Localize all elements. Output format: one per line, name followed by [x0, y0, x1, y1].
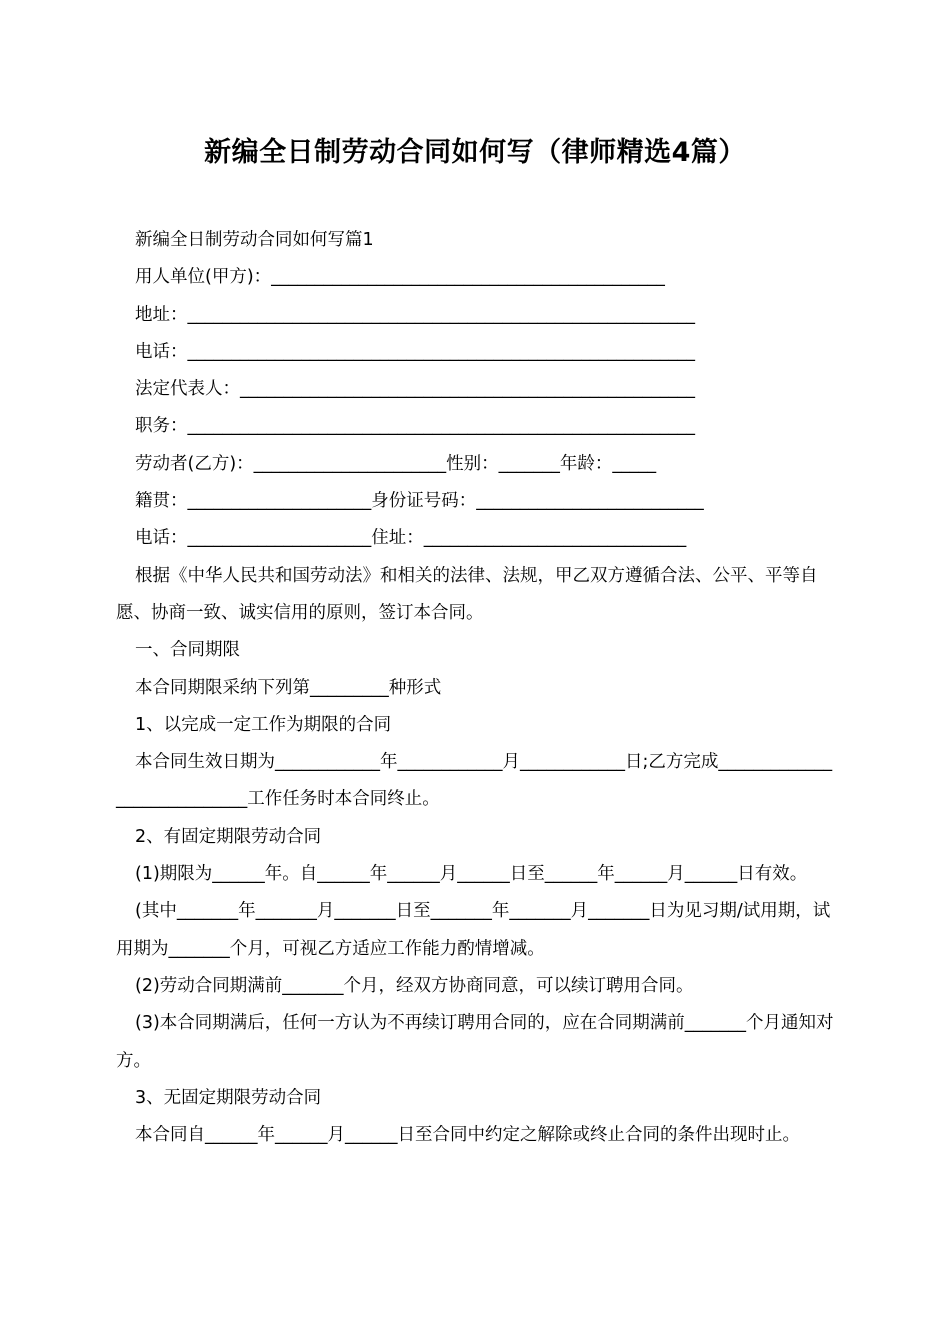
- clause-paragraph: (其中_______年_______月_______日至_______年_______月_______日为见习期/试用期，试用期为_______个月，可视乙方适应工作能力酌情增减。: [116, 901, 831, 959]
- clause-heading: 1、以完成一定工作为期限的合同: [135, 714, 392, 735]
- clause-paragraph: 本合同自______年______月______日至合同中约定之解除或终止合同的条件出现时止。: [135, 1125, 800, 1146]
- clause-paragraph: 本合同期限采纳下列第_________种形式: [135, 677, 442, 698]
- clause-heading: 3、无固定期限劳动合同: [135, 1087, 322, 1108]
- clause-paragraph: (2)劳动合同期满前_______个月，经双方协商同意，可以续订聘用合同。: [135, 975, 694, 996]
- clause-heading: 2、有固定期限劳动合同: [135, 826, 322, 847]
- phone-field: 电话：__________________________________________________________: [135, 341, 695, 362]
- address-field: 地址：__________________________________________________________: [135, 304, 695, 325]
- phone-residence-field: 电话：_____________________住址：______________________________: [135, 528, 687, 549]
- clause-paragraph: (3)本合同期满后，任何一方认为不再续订聘用合同的，应在合同期满前_______个月通知对方。: [116, 1013, 834, 1071]
- document-title: 新编全日制劳动合同如何写（律师精选4篇）: [204, 137, 746, 168]
- section-heading: 新编全日制劳动合同如何写篇1: [135, 230, 374, 250]
- preamble-paragraph: 根据《中华人民共和国劳动法》和相关的法律、法规，甲乙双方遵循合法、公平、平等自愿、协商一致、诚实信用的原则，签订本合同。: [116, 565, 818, 623]
- clause-paragraph: (1)期限为______年。自______年______月______日至______年______月______日有效。: [135, 864, 808, 885]
- position-field: 职务：__________________________________________________________: [135, 416, 695, 437]
- clause-heading: 一、合同期限: [135, 640, 240, 661]
- clause-paragraph: 本合同生效日期为____________年____________月____________日;乙方完成____________________________工作任务时本合同终止。: [116, 752, 833, 810]
- native-place-id-field: 籍贯：_____________________身份证号码：__________________________: [135, 491, 704, 512]
- legal-representative-field: 法定代表人：____________________________________________________: [135, 379, 695, 400]
- employer-field: 用人单位(甲方)：_____________________________________________: [135, 267, 665, 288]
- document-body: [116, 222, 836, 1154]
- employee-field: 劳动者(乙方)：______________________性别：_______年龄：_____: [135, 453, 657, 474]
